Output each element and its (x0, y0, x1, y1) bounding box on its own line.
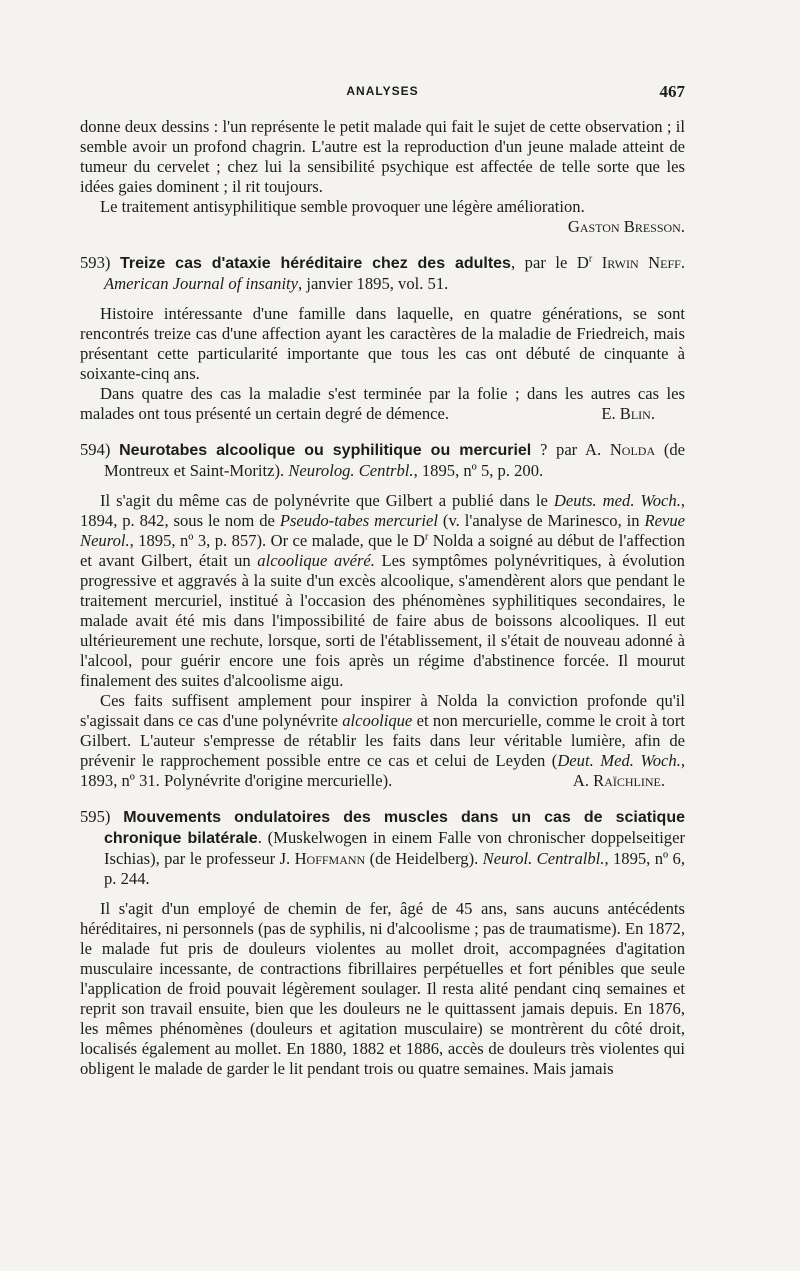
running-title: ANALYSES (346, 84, 419, 98)
entry-desc: . (Muskelwogen in einem Falle von chronischer doppelseitiger Ischias), par le professeur J. (104, 828, 685, 868)
e593-paragraph-2 (80, 384, 685, 424)
entry-number: 594) (80, 440, 111, 459)
entry-title: Neurotabes alcoolique ou syphilitique ou mercuriel (119, 442, 532, 459)
italic-run: alcoolique (342, 711, 413, 730)
entry-ref: , janvier 1895, vol. 51. (298, 274, 449, 293)
running-header (80, 84, 685, 106)
italic-run: Revue Neurol. (80, 511, 685, 550)
entry-number: 595) (80, 807, 111, 826)
entry-place: (de Montreux et Saint-Moritz). (104, 440, 686, 480)
e593-paragraph-1: Histoire intéressante d'une famille dans laquelle, en quatre générations, se sont rencontrés treize cas d'une affection ayant les caractères de la maladie de Friedreich, mais présentant cette particularité importante que tous les cas ont débuté de cinquante à soixante-cinq ans. (80, 304, 685, 383)
entry-heading-595 (80, 807, 685, 889)
entry-journal: Neurol. Centralbl. (482, 849, 605, 868)
italic-run: alcoolique avéré. (257, 551, 375, 570)
entry-author: Hoffmann (294, 849, 366, 868)
entry-heading-594 (80, 440, 685, 481)
page-number: 467 (659, 82, 685, 101)
text-run: (v. l'analyse de Marinesco, in (438, 511, 645, 530)
text-run: , 1893, nº 31. Polynévrite d'origine mercurielle). (80, 751, 686, 790)
page-body (80, 117, 685, 1079)
entry-title: Treize cas d'ataxie héréditaire chez des adultes (119, 255, 511, 272)
entry-title: Mouvements ondulatoires des muscles dans un cas de sciatique chronique bilatérale (104, 809, 685, 847)
entry-by-sup: r (588, 253, 593, 265)
entry-number: 593) (80, 253, 111, 272)
signature-bresson: Gaston Bresson. (567, 217, 685, 236)
superscript: r (424, 531, 429, 543)
entry-by: , par le D (510, 253, 589, 272)
entry-journal: American Journal of insanity (104, 274, 299, 293)
text-run: , 1895, nº 3, p. 857). Or ce malade, que le D (129, 531, 425, 550)
entry-ref: , 1895, nº 5, p. 200. (413, 461, 544, 480)
italic-run: Pseudo-tabes mercuriel (279, 511, 439, 530)
italic-run: Deut. Med. Woch. (557, 751, 681, 770)
entry-journal: Neurolog. Centrbl. (288, 461, 414, 480)
text-run: , 1894, p. 842, sous le nom de (80, 491, 686, 530)
text-run: Ces faits suffisent amplement pour inspirer à Nolda la conviction profonde qu'il s'agissait dans ce cas d'une polynévrite (80, 691, 685, 730)
entry-ref: , 1895, nº 6, p. 244. (104, 849, 685, 888)
e594-paragraph-2 (80, 691, 685, 791)
intro-paragraph-1: donne deux dessins : l'un représente le petit malade qui fait le sujet de cette observation ; il semble avoir un profond chagrin. L'autre est la reproduction d'un jeune malade atteint de tumeur du cervelet ; chez lui la sensibilité psychique est affectée de telle sorte que les idées gaies dominent ; il rit toujours. (80, 117, 685, 196)
text-run: Nolda a soigné au début de l'affection et avant Gilbert, était un (80, 531, 686, 570)
e594-paragraph-1 (80, 491, 685, 691)
intro-paragraph-2: Le traitement antisyphilitique semble provoquer une légère amélioration. (100, 197, 585, 216)
signature-raichline: A. Raïchline. (572, 771, 665, 790)
text-run: Il s'agit du même cas de polynévrite que Gilbert a publié dans le (100, 491, 554, 510)
italic-run: Deuts. med. Woch. (553, 491, 681, 510)
e595-paragraph-1: Il s'agit d'un employé de chemin de fer, âgé de 45 ans, sans aucuns antécédents héréditaires, ni personnels (pas de syphilis, ni d'alcoolisme ; pas de traumatisme). En 1872, le malade fut pris de douleurs violentes au mollet droit, accompagnées d'agitation musculaire incessante, de contractions fibrillaires perpétuelles et fort pénibles que seule l'application de froid pouvait légèrement soulager. Il resta alité pendant cinq semaines et reprit son travail ensuite, bien que les douleurs ne le quittassent jamais depuis. En 1876, les mêmes phénomènes (douleurs et agitation musculaire) se montrèrent du côté droit, localisés également au mollet. En 1880, 1882 et 1886, accès de douleurs très violentes qui obligent le malade de garder le lit pendant trois ou quatre semaines. Mais jamais (80, 899, 685, 1078)
entry-author: Irwin Neff (601, 253, 681, 272)
entry-heading-593 (80, 253, 685, 294)
text-run: et non mercurielle, comme le croit à tort Gilbert. L'auteur s'empresse de rétablir les faits dans leur véritable lumière, afin de prévenir le rapprochement possible entre ce cas et celui de Leyden ( (80, 711, 685, 770)
entry-sep: . (680, 253, 685, 272)
text-run: Les symptômes polynévritiques, à évolution progressive et aggravés à la suite d'un excès alcoolique, s'amendèrent alors que pendant le traitement mercuriel, institué à l'occasion des phénomènes syphilitiques secondaires, le malade avait été mis dans l'impossibilité de faire abus de boissons alcooliques. Il eut ultérieurement une rechute, lorsque, sorti de l'établissement, il s'était de nouveau adonné à l'alcool, pour guérir encore une fois après un régime d'abstinence forcée. Il mourut finalement des suites d'alcoolisme aigu. (80, 551, 685, 690)
e593-paragraph-2-text: Dans quatre des cas la maladie s'est terminée par la folie ; dans les autres cas les malades ont tous présenté un certain degré de démence. (80, 384, 685, 423)
entry-author: Nolda (609, 440, 656, 459)
entry-place: (de Heidelberg). (365, 849, 483, 868)
entry-by: ? par A. (531, 440, 610, 459)
signature-blin: E. Blin. (601, 404, 655, 423)
